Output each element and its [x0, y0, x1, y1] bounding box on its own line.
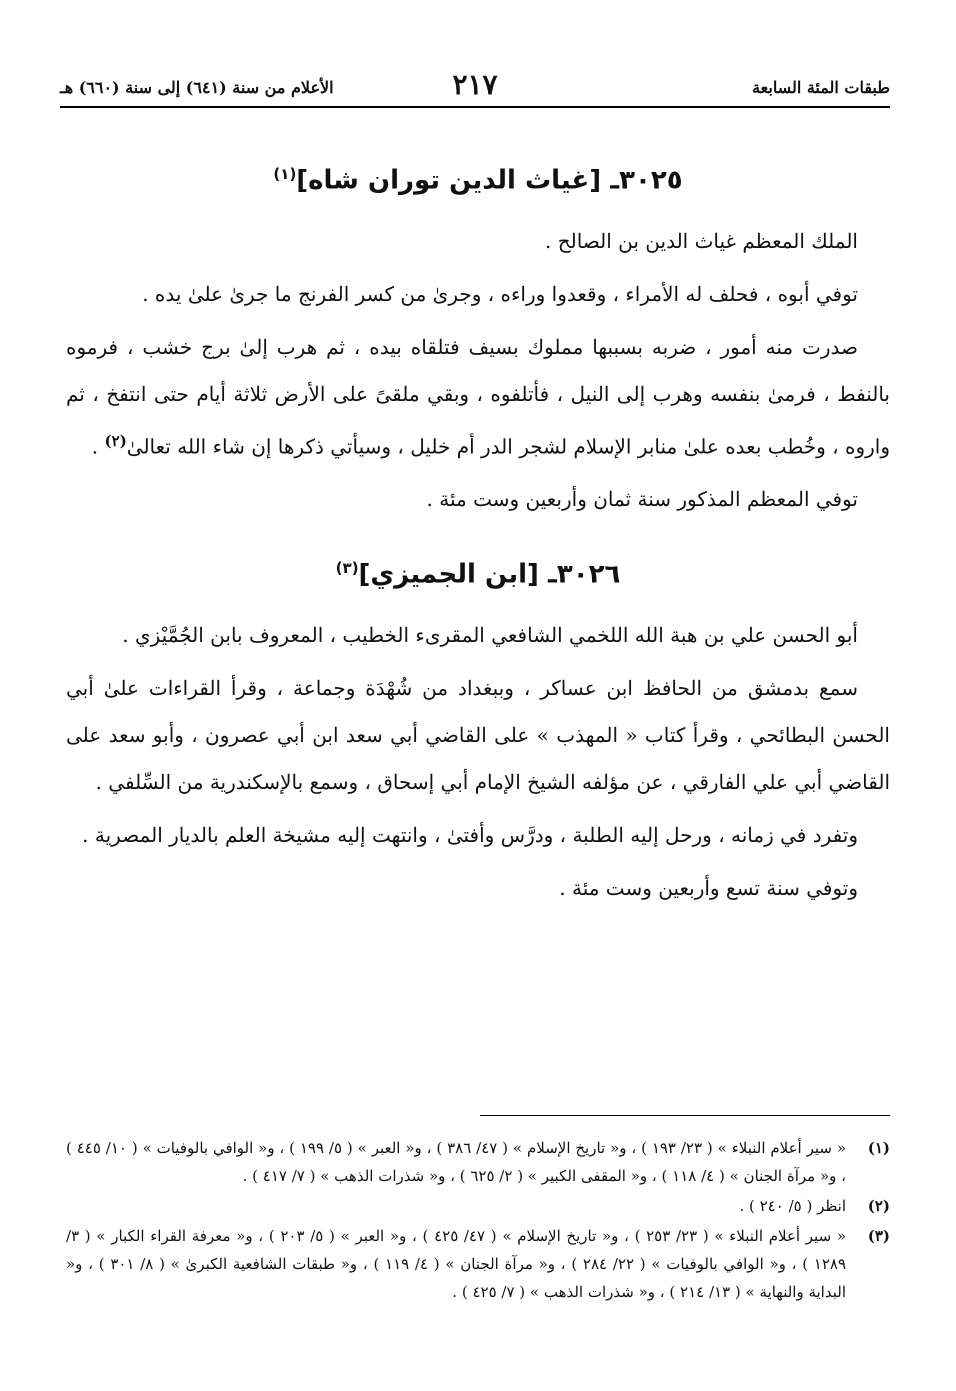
page-number: ٢١٧	[452, 68, 498, 101]
footnote-text: انظر ( ٥/ ٢٤٠ ) .	[739, 1197, 846, 1215]
paragraph: توفي المعظم المذكور سنة ثمان وأربعين وست مئة .	[426, 487, 858, 512]
footnote-item	[66, 1222, 890, 1306]
paragraph: توفي أبوه ، فحلف له الأمراء ، وقعدوا وراءه ، وجرىٰ من كسر الفرنج ما جرىٰ علىٰ يده .	[142, 281, 858, 306]
entry-separator	[66, 529, 890, 559]
footnote-text: « سير أعلام النبلاء » ( ٢٣/ ٢٥٣ ) ، و« تاريخ الإسلام » ( ٤٧/ ٤٢٥ ) ، و« العبر » ( ٥/ ٢٠٣ ) ، و« معرفة القراء الكبار » ( ٣/ ١٢٨٩ ) ، و« الوافي بالوفيات » ( ٢٢/ ٢٨٤ ) ، و« مرآة الجنان » ( ٤/ ١١٩ ) ، و« طبقات الشافعية الكبرىٰ » ( ٨/ ٣٠١ ) ، و« البداية والنهاية » ( ١٣/ ٢١٤ ) ، و« شذرات الذهب » ( ٧/ ٤٢٥ ) .	[66, 1227, 847, 1301]
footnotes-section	[66, 1115, 890, 1308]
entry-title-3025	[66, 165, 890, 196]
footnote-number: (١)	[867, 1139, 890, 1157]
paragraph: الملك المعظم غياث الدين بن الصالح .	[544, 228, 858, 253]
footnote-item	[66, 1134, 890, 1190]
main-text	[66, 165, 890, 918]
paragraph: وتوفي سنة تسع وأربعين وست مئة .	[559, 875, 858, 900]
paragraph-end: .	[91, 434, 105, 459]
footnote-text: « سير أعلام النبلاء » ( ٢٣/ ١٩٣ ) ، و« تاريخ الإسلام » ( ٤٧/ ٣٨٦ ) ، و« العبر » ( ٥/ ١٩٩ ) ، و« الوافي بالوفيات » ( ١٠/ ٤٤٥ ) ، و« مرآة الجنان » ( ٤/ ١١٨ ) ، و« المقفى الكبير » ( ٢/ ٦٢٥ ) ، و« شذرات الذهب » ( ٧/ ٤١٧ ) .	[66, 1139, 847, 1185]
paragraph: أبو الحسن علي بن هبة الله اللخمي الشافعي المقرىء الخطيب ، المعروف بابن الجُمَّيْزي .	[122, 622, 858, 647]
header-section-title: طبقات المئة السابعة	[752, 78, 890, 97]
footnote-item	[66, 1192, 890, 1220]
paragraph: سمع بدمشق من الحافظ ابن عساكر ، وببغداد من شُهْدَة وجماعة ، وقرأ القراءات علىٰ أبي الحسن البطائحي ، وقرأ كتاب « المهذب » على القاضي أبي سعد ابن أبي عصرون ، وأبو سعد على القاضي أبي علي الفارقي ، عن مؤلفه الشيخ الإمام أبي إسحاق ، وسمع بالإسكندرية من السِّلفي .	[66, 675, 890, 794]
footnote-number: (٣)	[867, 1227, 890, 1245]
entry-title-text: ٣٠٢٦ـ [ابن الجميزي]	[358, 559, 621, 590]
footnote-number: (٢)	[867, 1197, 890, 1215]
footnote-divider	[480, 1115, 890, 1116]
paragraph	[66, 324, 890, 471]
header-range-title: الأعلام من سنة (٦٤١) إلى سنة (٦٦٠) هـ	[60, 78, 334, 97]
footnote-reference[interactable]: (٢)	[104, 431, 127, 450]
entry-title-3026	[66, 559, 890, 590]
paragraph-text: صدرت منه أمور ، ضربه بسببها مملوك بسيف فتلقاه بيده ، ثم هرب إلىٰ برج خشب ، فرموه بالنفط ، فرمىٰ بنفسه وهرب إلى النيل ، فأتلفوه ، وبقي ملقىً على الأرض ثلاثة أيام حتى انتفخ ، ثم واروه ، وخُطب بعده علىٰ منابر الإسلام لشجر الدر أم خليل ، وسيأتي ذكرها إن شاء الله تعالىٰ	[66, 334, 890, 459]
footnote-reference[interactable]: (٣)	[335, 559, 359, 578]
footnote-reference[interactable]: (١)	[273, 165, 297, 183]
entry-title-text: ٣٠٢٥ـ [غياث الدين توران شاه]	[296, 165, 683, 196]
running-header	[60, 66, 890, 108]
paragraph: وتفرد في زمانه ، ورحل إليه الطلبة ، ودرَّس وأفتىٰ ، وانتهت إليه مشيخة العلم بالديار المصرية .	[82, 822, 858, 847]
